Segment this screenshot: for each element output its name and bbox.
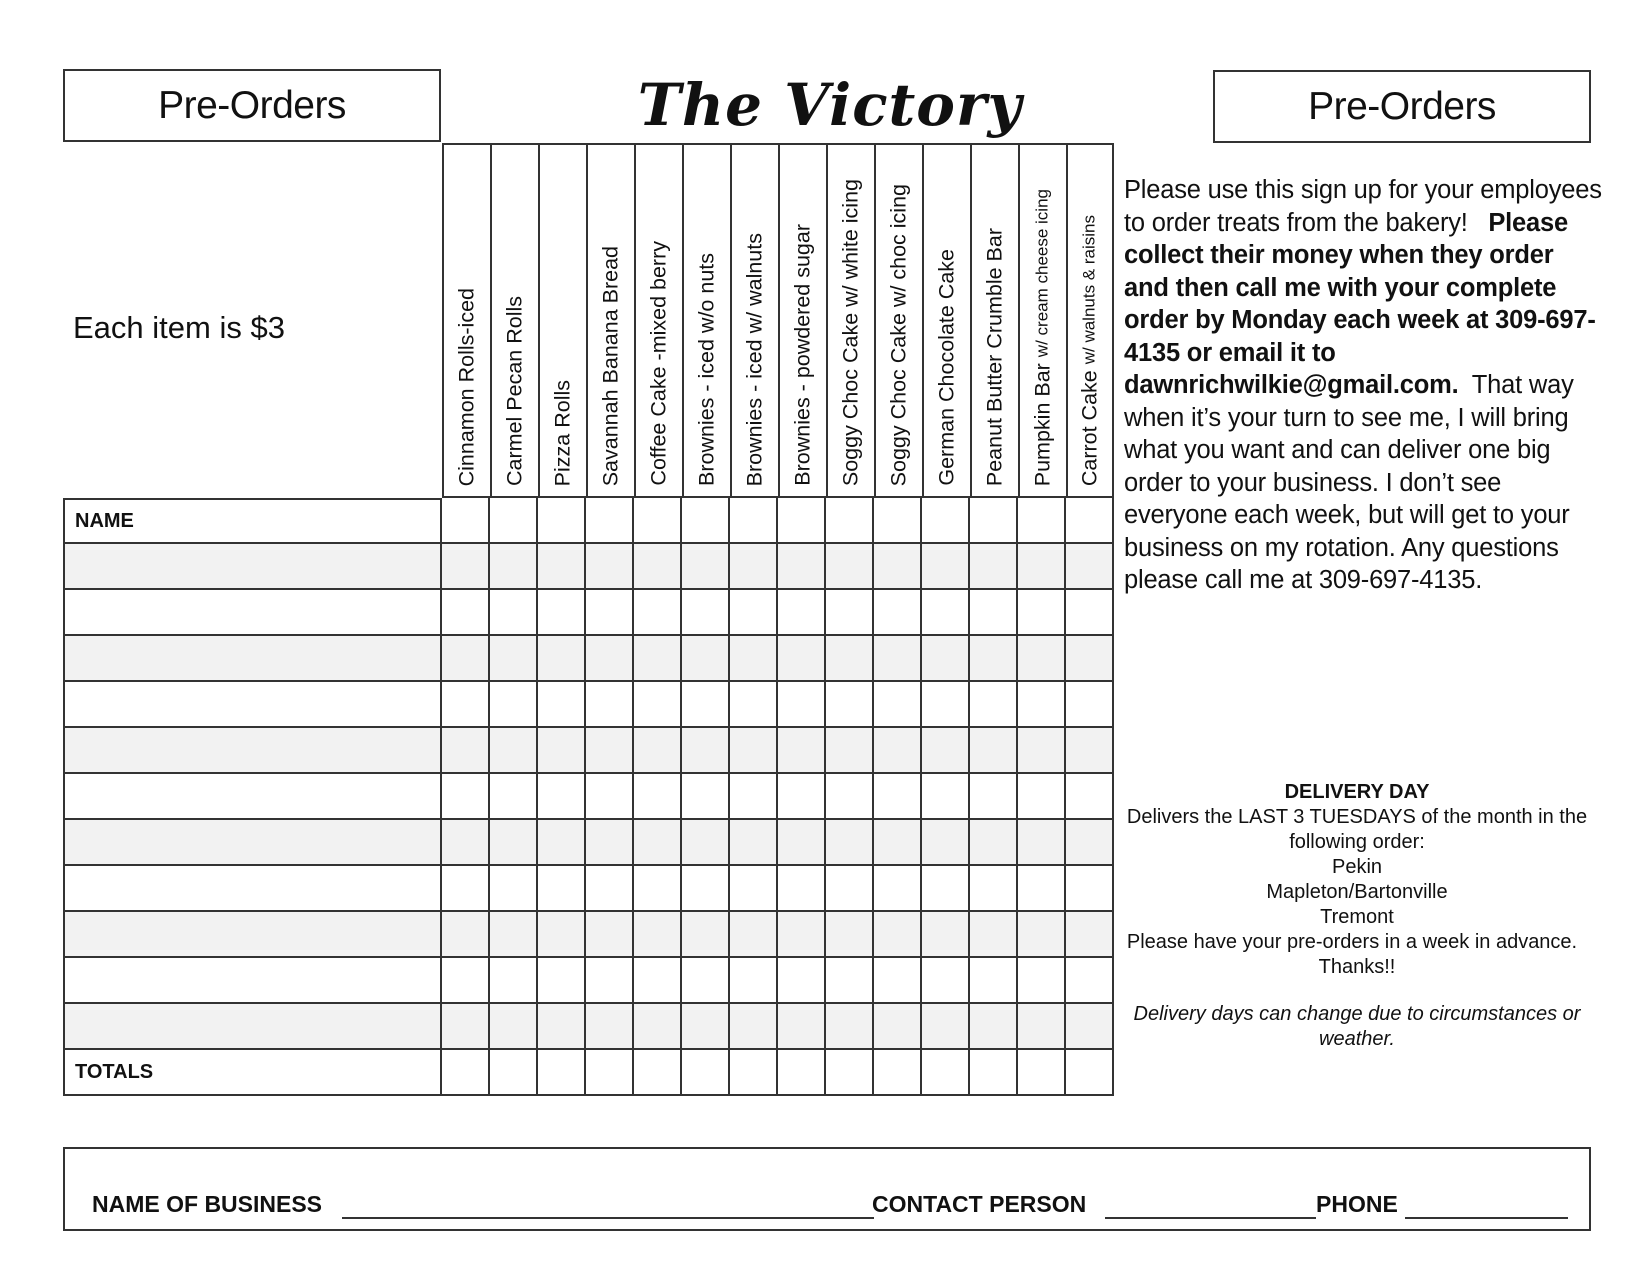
quantity-cell[interactable] — [538, 958, 586, 1004]
quantity-cell[interactable] — [1018, 728, 1066, 774]
quantity-cell[interactable] — [1066, 820, 1114, 866]
quantity-cell[interactable] — [1066, 958, 1114, 1004]
preorders-label-left: Pre-Orders — [158, 83, 346, 127]
item-label — [1032, 189, 1054, 486]
quantity-cell[interactable] — [442, 636, 490, 682]
quantity-cell[interactable] — [874, 590, 922, 636]
delivery-schedule: Delivers the LAST 3 TUESDAYS of the month in the following order: — [1126, 806, 1588, 853]
name-entry-cell[interactable] — [63, 820, 442, 866]
quantity-cell[interactable] — [730, 728, 778, 774]
name-entry-cell[interactable] — [63, 590, 442, 636]
quantity-cell[interactable] — [490, 544, 538, 590]
quantity-cell[interactable] — [922, 820, 970, 866]
quantity-cell[interactable] — [1066, 544, 1114, 590]
quantity-cell[interactable] — [490, 820, 538, 866]
quantity-cell[interactable] — [922, 636, 970, 682]
quantity-cell[interactable] — [970, 774, 1018, 820]
quantity-cell[interactable] — [826, 544, 874, 590]
name-entry-cell[interactable] — [63, 728, 442, 774]
quantity-cell[interactable] — [682, 682, 730, 728]
quantity-cell[interactable] — [442, 1004, 490, 1050]
preorders-box-right — [1213, 70, 1591, 143]
total-cell[interactable] — [1066, 1050, 1114, 1096]
item-column-header — [586, 143, 634, 498]
quantity-cell[interactable] — [490, 682, 538, 728]
quantity-cell[interactable] — [922, 1004, 970, 1050]
item-column-header — [970, 143, 1018, 498]
item-name: Cinnamon Rolls-iced — [454, 287, 479, 486]
quantity-cell[interactable] — [874, 728, 922, 774]
total-cell[interactable] — [682, 1050, 730, 1096]
quantity-cell[interactable] — [1018, 636, 1066, 682]
quantity-cell[interactable] — [490, 498, 538, 544]
quantity-cell[interactable] — [970, 958, 1018, 1004]
quantity-cell[interactable] — [490, 912, 538, 958]
quantity-cell[interactable] — [1018, 866, 1066, 912]
item-label — [600, 246, 622, 486]
total-cell[interactable] — [634, 1050, 682, 1096]
quantity-cell[interactable] — [874, 774, 922, 820]
quantity-cell[interactable] — [442, 820, 490, 866]
quantity-cell[interactable] — [538, 1004, 586, 1050]
quantity-cell[interactable] — [634, 636, 682, 682]
quantity-cell[interactable] — [970, 544, 1018, 590]
item-label — [888, 184, 910, 486]
quantity-cell[interactable] — [442, 544, 490, 590]
item-name: Brownies - powdered sugar — [790, 224, 815, 486]
quantity-cell[interactable] — [778, 682, 826, 728]
quantity-cell[interactable] — [586, 1004, 634, 1050]
quantity-cell[interactable] — [874, 1004, 922, 1050]
quantity-cell[interactable] — [634, 728, 682, 774]
quantity-cell[interactable] — [826, 636, 874, 682]
quantity-cell[interactable] — [874, 636, 922, 682]
name-entry-cell[interactable] — [63, 544, 442, 590]
name-entry-cell[interactable] — [63, 682, 442, 728]
quantity-cell[interactable] — [922, 774, 970, 820]
quantity-cell[interactable] — [1018, 820, 1066, 866]
quantity-cell[interactable] — [586, 498, 634, 544]
quantity-cell[interactable] — [778, 636, 826, 682]
item-column-header — [922, 143, 970, 498]
price-note: Each item is $3 — [73, 310, 285, 345]
item-label — [504, 296, 526, 486]
item-name: Peanut Butter Crumble Bar — [982, 227, 1007, 486]
item-column-header — [826, 143, 874, 498]
quantity-cell[interactable] — [826, 498, 874, 544]
item-label — [456, 288, 478, 486]
quantity-cell[interactable] — [1066, 498, 1114, 544]
quantity-cell[interactable] — [490, 590, 538, 636]
item-column-header — [682, 143, 730, 498]
quantity-cell[interactable] — [922, 866, 970, 912]
delivery-advance: Please have your pre-orders in a week in advance. — [1126, 931, 1578, 953]
quantity-cell[interactable] — [970, 636, 1018, 682]
quantity-cell[interactable] — [874, 820, 922, 866]
name-entry-cell[interactable] — [63, 774, 442, 820]
item-label — [696, 253, 718, 486]
quantity-cell[interactable] — [874, 544, 922, 590]
item-column-header — [874, 143, 922, 498]
name-entry-cell[interactable] — [63, 912, 442, 958]
total-cell[interactable] — [874, 1050, 922, 1096]
quantity-cell[interactable] — [778, 866, 826, 912]
total-cell[interactable] — [1018, 1050, 1066, 1096]
quantity-cell[interactable] — [874, 958, 922, 1004]
quantity-cell[interactable] — [922, 682, 970, 728]
quantity-cell[interactable] — [1018, 590, 1066, 636]
quantity-cell[interactable] — [682, 774, 730, 820]
quantity-cell[interactable] — [1018, 498, 1066, 544]
item-detail: w/ walnuts & raisins — [1079, 214, 1099, 365]
item-name: Savannah Banana Bread — [598, 245, 623, 486]
delivery-thanks: Thanks!! — [1318, 956, 1396, 978]
quantity-cell[interactable] — [490, 636, 538, 682]
delivery-note: Delivery days can change due to circumstances or weather. — [1133, 1003, 1581, 1050]
quantity-cell[interactable] — [970, 1004, 1018, 1050]
delivery-title: DELIVERY DAY — [1284, 781, 1430, 803]
item-column-header — [490, 143, 538, 498]
quantity-cell[interactable] — [682, 820, 730, 866]
quantity-cell[interactable] — [1018, 958, 1066, 1004]
quantity-cell[interactable] — [1018, 912, 1066, 958]
quantity-cell[interactable] — [634, 590, 682, 636]
item-name: Soggy Choc Cake w/ choc icing — [886, 183, 911, 486]
name-entry-cell[interactable] — [63, 958, 442, 1004]
quantity-cell[interactable] — [970, 728, 1018, 774]
instructions-rest: That way when it’s your turn to see me, I will bring what you want and can deliver one big order to your business. I don’t see everyone each week, but will get to your business on my rotation. Any questions please call me at 309-697-4135. — [1124, 371, 1574, 594]
quantity-cell[interactable] — [538, 682, 586, 728]
quantity-cell[interactable] — [778, 590, 826, 636]
quantity-cell[interactable] — [730, 636, 778, 682]
item-column-header — [730, 143, 778, 498]
quantity-cell[interactable] — [634, 544, 682, 590]
quantity-cell[interactable] — [730, 544, 778, 590]
item-label — [648, 241, 670, 486]
quantity-cell[interactable] — [1066, 590, 1114, 636]
quantity-cell[interactable] — [730, 958, 778, 1004]
quantity-cell[interactable] — [1066, 866, 1114, 912]
item-detail: w/ cream cheese icing — [1032, 188, 1052, 357]
item-label — [1079, 215, 1101, 486]
quantity-cell[interactable] — [826, 682, 874, 728]
name-entry-cell[interactable] — [63, 636, 442, 682]
quantity-cell[interactable] — [730, 866, 778, 912]
item-column-header — [778, 143, 826, 498]
item-name: Soggy Choc Cake w/ white icing — [838, 178, 863, 486]
quantity-cell[interactable] — [826, 728, 874, 774]
item-column-header — [1066, 143, 1114, 498]
contact-person-label: CONTACT PERSON — [872, 1191, 1087, 1217]
quantity-cell[interactable] — [970, 498, 1018, 544]
item-column-header — [442, 143, 490, 498]
quantity-cell[interactable] — [682, 958, 730, 1004]
item-name: Carrot Cake — [1077, 364, 1102, 486]
quantity-cell[interactable] — [730, 774, 778, 820]
quantity-cell[interactable] — [490, 958, 538, 1004]
quantity-cell[interactable] — [1018, 544, 1066, 590]
quantity-cell[interactable] — [970, 866, 1018, 912]
quantity-cell[interactable] — [586, 912, 634, 958]
item-name: Coffee Cake -mixed berry — [646, 241, 671, 486]
quantity-cell[interactable] — [970, 912, 1018, 958]
quantity-cell[interactable] — [586, 590, 634, 636]
quantity-cell[interactable] — [634, 958, 682, 1004]
business-name-label: NAME OF BUSINESS — [92, 1191, 323, 1217]
total-cell[interactable] — [922, 1050, 970, 1096]
quantity-cell[interactable] — [586, 820, 634, 866]
totals-label: TOTALS — [63, 1050, 442, 1096]
quantity-cell[interactable] — [442, 912, 490, 958]
quantity-cell[interactable] — [538, 544, 586, 590]
total-cell[interactable] — [538, 1050, 586, 1096]
quantity-cell[interactable] — [634, 774, 682, 820]
quantity-cell[interactable] — [1066, 774, 1114, 820]
quantity-cell[interactable] — [874, 682, 922, 728]
preorders-label-right: Pre-Orders — [1308, 84, 1496, 128]
quantity-cell[interactable] — [490, 1004, 538, 1050]
quantity-cell[interactable] — [874, 866, 922, 912]
quantity-cell[interactable] — [730, 498, 778, 544]
quantity-cell[interactable] — [730, 912, 778, 958]
quantity-cell[interactable] — [634, 820, 682, 866]
quantity-cell[interactable] — [634, 498, 682, 544]
item-column-header — [538, 143, 586, 498]
quantity-cell[interactable] — [970, 682, 1018, 728]
item-name: Brownies - iced w/o nuts — [694, 252, 719, 486]
item-column-header — [1018, 143, 1066, 498]
quantity-cell[interactable] — [778, 820, 826, 866]
quantity-cell[interactable] — [442, 774, 490, 820]
quantity-cell[interactable] — [1018, 1004, 1066, 1050]
item-label — [984, 228, 1006, 486]
quantity-cell[interactable] — [1066, 636, 1114, 682]
quantity-cell[interactable] — [682, 636, 730, 682]
quantity-cell[interactable] — [826, 1004, 874, 1050]
quantity-cell[interactable] — [538, 820, 586, 866]
quantity-cell[interactable] — [1018, 682, 1066, 728]
quantity-cell[interactable] — [778, 1004, 826, 1050]
item-label — [744, 233, 766, 486]
delivery-town-2: Mapleton/Bartonville — [1266, 881, 1448, 903]
total-cell[interactable] — [778, 1050, 826, 1096]
quantity-cell[interactable] — [826, 912, 874, 958]
item-name: German Chocolate Cake — [934, 249, 959, 486]
quantity-cell[interactable] — [442, 866, 490, 912]
item-label — [840, 179, 862, 486]
quantity-cell[interactable] — [778, 728, 826, 774]
quantity-cell[interactable] — [586, 728, 634, 774]
quantity-cell[interactable] — [826, 958, 874, 1004]
quantity-cell[interactable] — [538, 866, 586, 912]
quantity-cell[interactable] — [970, 820, 1018, 866]
quantity-cell[interactable] — [634, 682, 682, 728]
total-cell[interactable] — [442, 1050, 490, 1096]
delivery-town-3: Tremont — [1320, 906, 1394, 928]
total-cell[interactable] — [730, 1050, 778, 1096]
quantity-cell[interactable] — [586, 544, 634, 590]
business-name-line[interactable] — [342, 1217, 874, 1219]
phone-label: PHONE — [1316, 1191, 1398, 1217]
item-name: Pizza Rolls — [550, 379, 575, 486]
quantity-cell[interactable] — [538, 774, 586, 820]
quantity-cell[interactable] — [1066, 682, 1114, 728]
quantity-cell[interactable] — [1066, 728, 1114, 774]
business-info-box — [63, 1147, 1591, 1231]
name-entry-cell[interactable] — [63, 866, 442, 912]
contact-person-line[interactable] — [1105, 1217, 1316, 1219]
quantity-cell[interactable] — [586, 682, 634, 728]
phone-line[interactable] — [1405, 1217, 1568, 1219]
instructions-bold: Please collect their money when they order and then call me with your complete order by Monday each week at 309-697-4135 or email it to dawnrichwilkie@gmail.com. — [1124, 208, 1596, 399]
quantity-cell[interactable] — [442, 958, 490, 1004]
item-label — [552, 380, 574, 486]
item-label — [936, 249, 958, 486]
quantity-cell[interactable] — [586, 774, 634, 820]
quantity-cell[interactable] — [922, 912, 970, 958]
name-header: NAME — [63, 498, 442, 544]
quantity-cell[interactable] — [634, 912, 682, 958]
preorders-box-left — [63, 69, 441, 142]
delivery-info — [1112, 780, 1602, 1052]
quantity-cell[interactable] — [490, 728, 538, 774]
delivery-town-1: Pekin — [1331, 856, 1383, 878]
quantity-cell[interactable] — [922, 544, 970, 590]
total-cell[interactable] — [586, 1050, 634, 1096]
quantity-cell[interactable] — [634, 866, 682, 912]
quantity-cell[interactable] — [922, 958, 970, 1004]
logo: The Victory — [637, 71, 1023, 139]
quantity-cell[interactable] — [682, 912, 730, 958]
quantity-cell[interactable] — [682, 590, 730, 636]
item-name: Pumpkin Bar — [1030, 356, 1055, 486]
quantity-cell[interactable] — [874, 912, 922, 958]
quantity-cell[interactable] — [490, 774, 538, 820]
quantity-cell[interactable] — [586, 636, 634, 682]
quantity-cell[interactable] — [826, 590, 874, 636]
quantity-cell[interactable] — [538, 912, 586, 958]
quantity-cell[interactable] — [682, 544, 730, 590]
quantity-cell[interactable] — [730, 1004, 778, 1050]
quantity-cell[interactable] — [538, 636, 586, 682]
quantity-cell[interactable] — [682, 866, 730, 912]
quantity-cell[interactable] — [442, 590, 490, 636]
quantity-cell[interactable] — [538, 590, 586, 636]
quantity-cell[interactable] — [682, 728, 730, 774]
quantity-cell[interactable] — [682, 1004, 730, 1050]
item-name: Carmel Pecan Rolls — [502, 296, 527, 486]
quantity-cell[interactable] — [826, 820, 874, 866]
quantity-cell[interactable] — [778, 958, 826, 1004]
item-label — [792, 224, 814, 486]
quantity-cell[interactable] — [442, 682, 490, 728]
quantity-cell[interactable] — [586, 958, 634, 1004]
name-entry-cell[interactable] — [63, 1004, 442, 1050]
total-cell[interactable] — [490, 1050, 538, 1096]
quantity-cell[interactable] — [538, 728, 586, 774]
quantity-cell[interactable] — [730, 682, 778, 728]
quantity-cell[interactable] — [538, 498, 586, 544]
quantity-cell[interactable] — [922, 590, 970, 636]
item-name: Brownies - iced w/ walnuts — [742, 232, 767, 486]
quantity-cell[interactable] — [826, 774, 874, 820]
quantity-cell[interactable] — [442, 498, 490, 544]
quantity-cell[interactable] — [634, 1004, 682, 1050]
quantity-cell[interactable] — [586, 866, 634, 912]
total-cell[interactable] — [970, 1050, 1018, 1096]
quantity-cell[interactable] — [778, 912, 826, 958]
quantity-cell[interactable] — [778, 544, 826, 590]
quantity-cell[interactable] — [490, 866, 538, 912]
instructions — [1124, 174, 1604, 597]
quantity-cell[interactable] — [1066, 1004, 1114, 1050]
quantity-cell[interactable] — [778, 774, 826, 820]
quantity-cell[interactable] — [922, 498, 970, 544]
quantity-cell[interactable] — [442, 728, 490, 774]
total-cell[interactable] — [826, 1050, 874, 1096]
quantity-cell[interactable] — [1018, 774, 1066, 820]
quantity-cell[interactable] — [778, 498, 826, 544]
quantity-cell[interactable] — [730, 820, 778, 866]
quantity-cell[interactable] — [826, 866, 874, 912]
quantity-cell[interactable] — [970, 590, 1018, 636]
quantity-cell[interactable] — [922, 728, 970, 774]
quantity-cell[interactable] — [730, 590, 778, 636]
item-column-header — [634, 143, 682, 498]
instructions-intro: Please use this sign up for your employees to order treats from the bakery! — [1124, 176, 1602, 237]
quantity-cell[interactable] — [682, 498, 730, 544]
quantity-cell[interactable] — [874, 498, 922, 544]
